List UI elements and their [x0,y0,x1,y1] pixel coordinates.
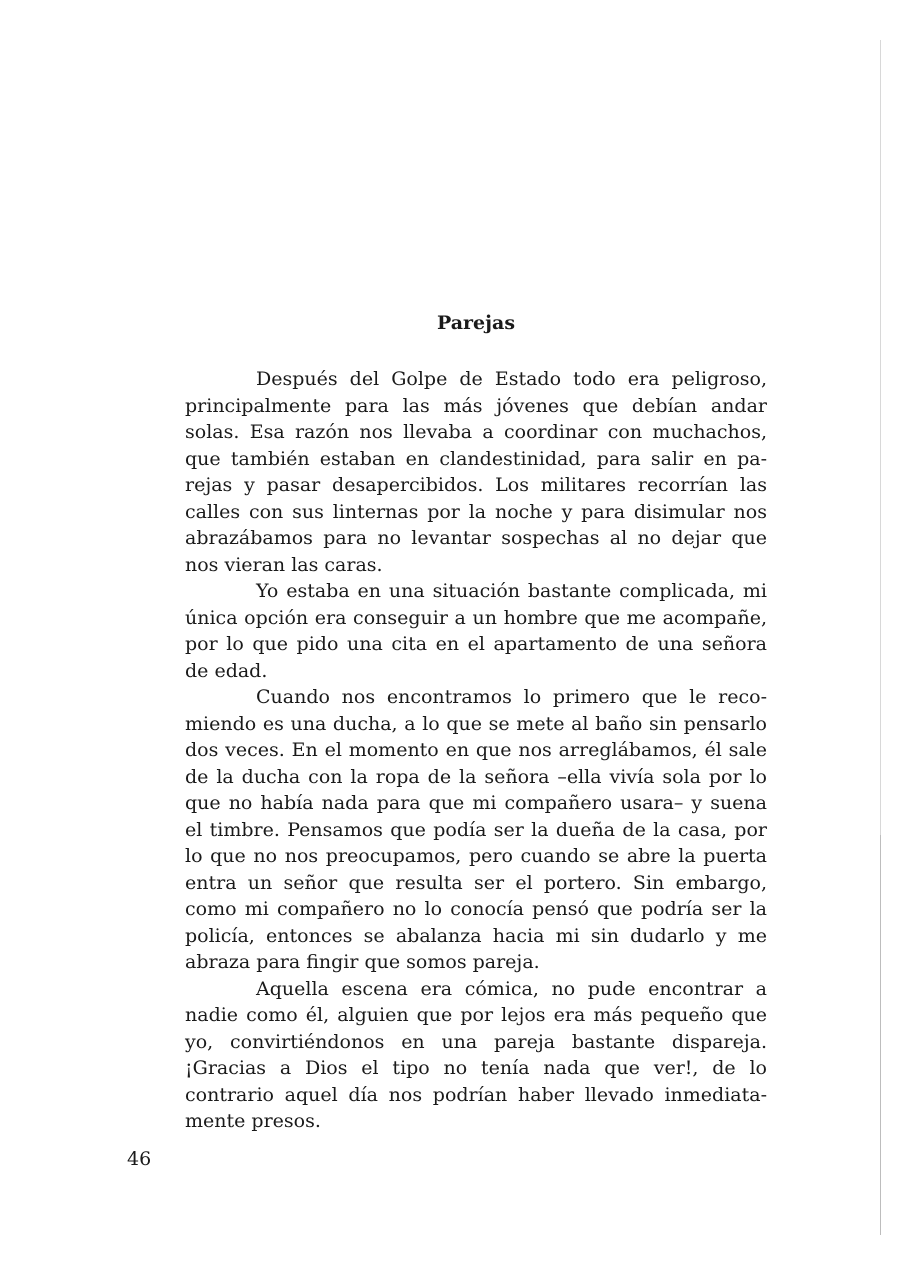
paragraph-4: Aquella escena era cómica, no pude encontrar a nadie como él, alguien que por lejos era más pequeño que yo, convirtiéndonos en una pareja bastante dispareja. ¡Gracias a Dios el tipo no tenía nada que ver!, de lo contrario aquel día nos podrían haber llevado inmediatamente presos. [185,977,767,1132]
paragraph-2: Yo estaba en una situación bastante complicada, mi única opción era conseguir a un hombre que me acompañe, por lo que pido una cita en el apartamento de una señora de edad. [185,580,767,682]
page-edge-shadow [880,835,881,1235]
body-text [185,366,767,1135]
page-number: 46 [127,1148,152,1170]
paragraph-1: Después del Golpe de Estado todo era peligroso, principalmente para las más jóvenes que debían andar solas. Esa razón nos llevaba a coordinar con muchachos, que también estaban en clandestinidad, para salir en parejas y pasar desapercibidos. Los militares recorrían las calles con sus linternas por la noche y para disimular nos abrazábamos para no levantar sospechas al no dejar que nos vieran las caras. [185,368,767,576]
chapter-title: Parejas [436,312,516,334]
paragraph-3: Cuando nos encontramos lo primero que le recomiendo es una ducha, a lo que se mete al baño sin pensarlo dos veces. En el momento en que nos arreglábamos, él sale de la ducha con la ropa de la señora –ella vivía sola por lo que no había nada para que mi compañero usara– y suena el timbre. Pensamos que podía ser la dueña de la casa, por lo que no nos preocupamos, pero cuando se abre la puerta entra un señor que resulta ser el portero. Sin embargo, como mi compañero no lo conocía pensó que podría ser la policía, entonces se abalanza hacia mi sin dudarlo y me abraza para fingir que somos pareja. [185,686,767,973]
